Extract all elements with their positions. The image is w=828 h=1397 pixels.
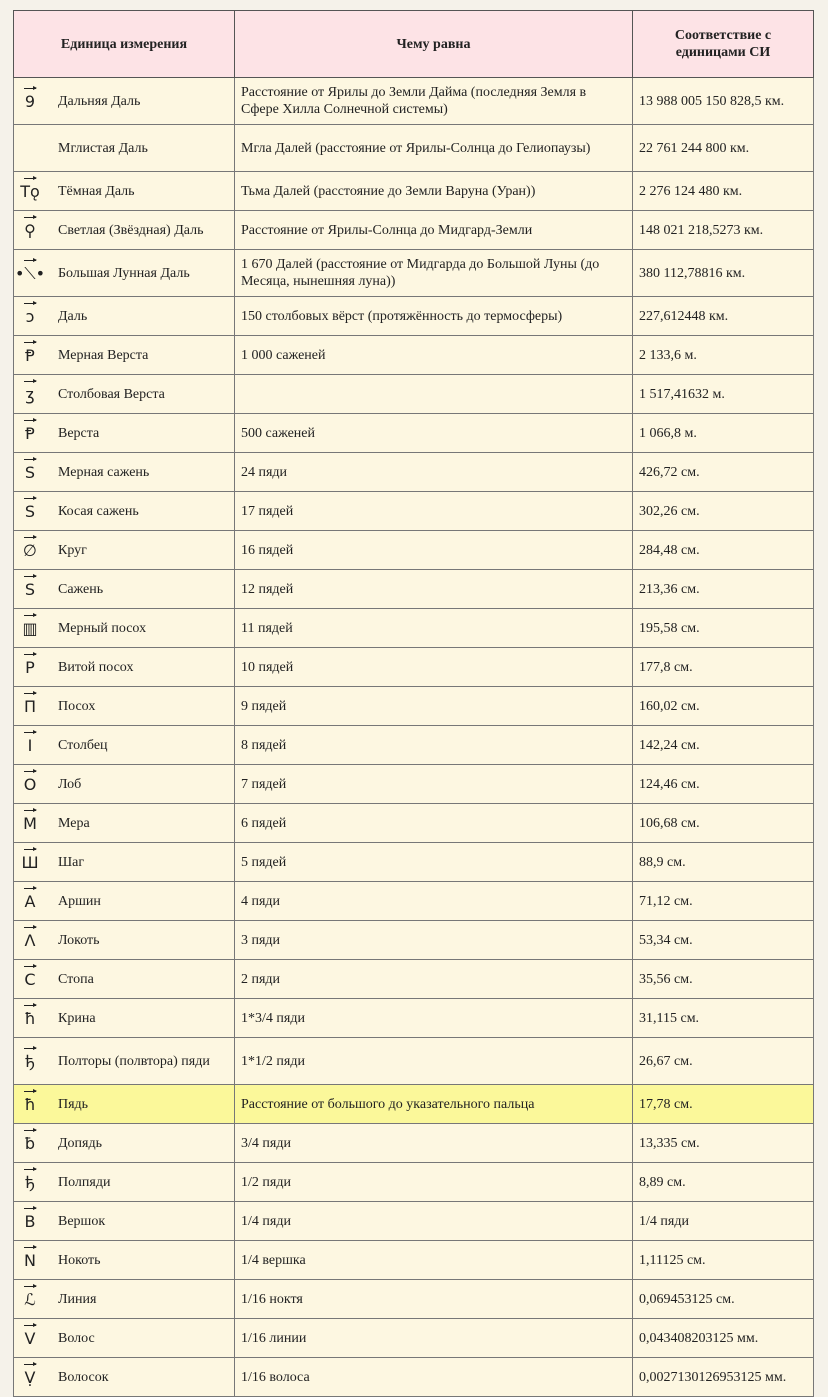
table-row <box>14 1038 814 1085</box>
unit-cell <box>14 843 235 882</box>
unit-name: Мерный посох <box>58 620 147 636</box>
si-cell: 195,58 см. <box>633 609 814 648</box>
unit-name: Даль <box>58 308 88 324</box>
empty-symbol <box>14 134 46 162</box>
unit-cell <box>14 765 235 804</box>
glyph-s-slash-icon: S <box>14 497 46 525</box>
unit-cell <box>14 375 235 414</box>
unit-name: Мера <box>58 815 90 831</box>
table-row <box>14 648 814 687</box>
unit-cell <box>14 250 235 297</box>
equals-cell: Расстояние от Ярилы-Солнца до Мидгард-Земли <box>235 211 633 250</box>
equals-cell: 150 столбовых вёрст (протяжённость до термосферы) <box>235 297 633 336</box>
header-unit: Единица измерения <box>14 11 235 78</box>
unit-name: Верста <box>58 425 100 441</box>
unit-name: Светлая (Звёздная) Даль <box>58 222 204 238</box>
equals-cell: 16 пядей <box>235 531 633 570</box>
glyph-h-b-icon: ƀ <box>14 1129 46 1157</box>
table-row <box>14 375 814 414</box>
si-cell: 53,34 см. <box>633 921 814 960</box>
si-cell: 142,24 см. <box>633 726 814 765</box>
si-cell: 284,48 см. <box>633 531 814 570</box>
unit-cell <box>14 570 235 609</box>
glyph-h-hook-icon: ђ <box>14 1047 46 1075</box>
glyph-v-hook-icon: Ᵽ <box>14 341 46 369</box>
glyph-to-icon: Tǫ <box>14 177 46 205</box>
unit-name: Вершок <box>58 1213 106 1229</box>
unit-name: Допядь <box>58 1135 102 1151</box>
equals-cell: 1*3/4 пяди <box>235 999 633 1038</box>
header-row <box>14 11 814 78</box>
si-cell: 1 066,8 м. <box>633 414 814 453</box>
glyph-9-icon: 9 <box>14 87 46 115</box>
unit-name: Лоб <box>58 776 82 792</box>
header-si: Соответствие с единицами СИ <box>633 11 814 78</box>
unit-name: Столбец <box>58 737 108 753</box>
unit-cell <box>14 804 235 843</box>
equals-cell: 1/4 вершка <box>235 1241 633 1280</box>
unit-name: Мглистая Даль <box>58 140 148 156</box>
equals-cell: 3/4 пяди <box>235 1124 633 1163</box>
si-cell: 380 112,78816 км. <box>633 250 814 297</box>
unit-name: Посох <box>58 698 96 714</box>
unit-cell <box>14 726 235 765</box>
table-row <box>14 531 814 570</box>
equals-cell: 6 пядей <box>235 804 633 843</box>
table-row <box>14 804 814 843</box>
glyph-lambda-icon: Λ <box>14 926 46 954</box>
table-row <box>14 1124 814 1163</box>
table-row <box>14 297 814 336</box>
glyph-h-stroke-icon: ħ <box>14 1090 46 1118</box>
si-cell: 71,12 см. <box>633 882 814 921</box>
table-row <box>14 609 814 648</box>
table-row <box>14 78 814 125</box>
si-cell: 1/4 пяди <box>633 1202 814 1241</box>
unit-name: Мерная Верста <box>58 347 149 363</box>
table-row <box>14 687 814 726</box>
glyph-dot-line-icon: ⚲ <box>14 216 46 244</box>
equals-cell: 9 пядей <box>235 687 633 726</box>
equals-cell: 7 пядей <box>235 765 633 804</box>
si-cell: 160,02 см. <box>633 687 814 726</box>
equals-cell: 1/16 линии <box>235 1319 633 1358</box>
equals-cell: 1*1/2 пяди <box>235 1038 633 1085</box>
unit-cell <box>14 609 235 648</box>
si-cell: 17,78 см. <box>633 1085 814 1124</box>
equals-cell: 2 пяди <box>235 960 633 999</box>
equals-cell: 12 пядей <box>235 570 633 609</box>
si-cell: 0,069453125 см. <box>633 1280 814 1319</box>
si-cell: 177,8 см. <box>633 648 814 687</box>
equals-cell: 8 пядей <box>235 726 633 765</box>
glyph-c-icon: C <box>14 965 46 993</box>
si-cell: 13,335 см. <box>633 1124 814 1163</box>
equals-cell: 5 пядей <box>235 843 633 882</box>
si-cell: 227,612448 км. <box>633 297 814 336</box>
table-row <box>14 250 814 297</box>
glyph-p-icon: P <box>14 653 46 681</box>
si-cell: 2 133,6 м. <box>633 336 814 375</box>
si-cell: 13 988 005 150 828,5 км. <box>633 78 814 125</box>
unit-name: Дальняя Даль <box>58 93 141 109</box>
unit-cell <box>14 172 235 211</box>
unit-cell <box>14 125 235 172</box>
unit-name: Волосок <box>58 1369 109 1385</box>
unit-name: Сажень <box>58 581 104 597</box>
glyph-l-icon: ℒ <box>14 1285 46 1313</box>
table-row <box>14 960 814 999</box>
equals-cell: 10 пядей <box>235 648 633 687</box>
unit-name: Витой посох <box>58 659 134 675</box>
glyph-b-icon: B <box>14 1207 46 1235</box>
equals-cell: 1 000 саженей <box>235 336 633 375</box>
table-row <box>14 882 814 921</box>
si-cell: 22 761 244 800 км. <box>633 125 814 172</box>
table-row <box>14 336 814 375</box>
si-cell: 2 276 124 480 км. <box>633 172 814 211</box>
si-cell: 8,89 см. <box>633 1163 814 1202</box>
unit-cell <box>14 1038 235 1085</box>
glyph-pi-icon: П <box>14 692 46 720</box>
unit-name: Полпяди <box>58 1174 111 1190</box>
equals-cell: 500 саженей <box>235 414 633 453</box>
si-cell: 148 021 218,5273 км. <box>633 211 814 250</box>
equals-cell: 1/2 пяди <box>235 1163 633 1202</box>
si-cell: 0,043408203125 мм. <box>633 1319 814 1358</box>
unit-cell <box>14 1358 235 1397</box>
table-row <box>14 765 814 804</box>
glyph-v-loop-icon: Ṿ <box>14 1363 46 1391</box>
glyph-h-bar-icon: ħ <box>14 1004 46 1032</box>
glyph-d-icon: ᴐ <box>14 302 46 330</box>
unit-cell <box>14 211 235 250</box>
glyph-i-icon: I <box>14 731 46 759</box>
table-row <box>14 726 814 765</box>
unit-cell <box>14 297 235 336</box>
glyph-s-bar-icon: S <box>14 458 46 486</box>
table-row <box>14 1319 814 1358</box>
equals-cell <box>235 375 633 414</box>
unit-cell <box>14 414 235 453</box>
table-row <box>14 921 814 960</box>
glyph-v-icon: Ᵽ <box>14 419 46 447</box>
unit-name: Волос <box>58 1330 95 1346</box>
table-row <box>14 1280 814 1319</box>
table-row <box>14 1085 814 1124</box>
unit-cell <box>14 453 235 492</box>
table-row <box>14 999 814 1038</box>
equals-cell: 11 пядей <box>235 609 633 648</box>
unit-name: Круг <box>58 542 87 558</box>
unit-cell <box>14 1124 235 1163</box>
equals-cell: 1/16 ноктя <box>235 1280 633 1319</box>
glyph-n-icon: N <box>14 1246 46 1274</box>
unit-name: Тёмная Даль <box>58 183 135 199</box>
glyph-a-icon: A <box>14 887 46 915</box>
si-cell: 26,67 см. <box>633 1038 814 1085</box>
unit-cell <box>14 1163 235 1202</box>
glyph-circle-slash-icon: ∅ <box>14 536 46 564</box>
table-body <box>14 78 814 1397</box>
unit-name: Мерная сажень <box>58 464 150 480</box>
equals-cell: 1/4 пяди <box>235 1202 633 1241</box>
unit-name: Аршин <box>58 893 101 909</box>
unit-cell <box>14 882 235 921</box>
table-row <box>14 570 814 609</box>
si-cell: 106,68 см. <box>633 804 814 843</box>
unit-name: Большая Лунная Даль <box>58 265 190 281</box>
equals-cell: 24 пяди <box>235 453 633 492</box>
glyph-m-icon: M <box>14 809 46 837</box>
si-cell: 426,72 см. <box>633 453 814 492</box>
unit-cell <box>14 531 235 570</box>
glyph-box-bars-icon: ▥ <box>14 614 46 642</box>
unit-name: Стопа <box>58 971 94 987</box>
equals-cell: 17 пядей <box>235 492 633 531</box>
unit-cell <box>14 1319 235 1358</box>
unit-cell <box>14 960 235 999</box>
table-row <box>14 414 814 453</box>
table-row <box>14 172 814 211</box>
unit-cell <box>14 999 235 1038</box>
unit-cell <box>14 78 235 125</box>
table-row <box>14 1202 814 1241</box>
unit-cell <box>14 648 235 687</box>
unit-name: Нокоть <box>58 1252 101 1268</box>
table-row <box>14 1358 814 1397</box>
units-table <box>13 10 814 1397</box>
glyph-h-tall-icon: ђ <box>14 1168 46 1196</box>
si-cell: 1 517,41632 м. <box>633 375 814 414</box>
equals-cell: 1 670 Далей (расстояние от Мидгарда до Большой Луны (до Месяца, нынешняя луна)) <box>235 250 633 297</box>
header-equals: Чему равна <box>235 11 633 78</box>
si-cell: 0,0027130126953125 мм. <box>633 1358 814 1397</box>
glyph-v-small-icon: V <box>14 1324 46 1352</box>
unit-name: Крина <box>58 1010 96 1026</box>
unit-cell <box>14 1241 235 1280</box>
unit-cell <box>14 1280 235 1319</box>
table-row <box>14 453 814 492</box>
si-cell: 35,56 см. <box>633 960 814 999</box>
equals-cell: 4 пяди <box>235 882 633 921</box>
glyph-o-icon: O <box>14 770 46 798</box>
unit-name: Столбовая Верста <box>58 386 165 402</box>
table-row <box>14 1163 814 1202</box>
unit-cell <box>14 336 235 375</box>
unit-name: Линия <box>58 1291 97 1307</box>
unit-cell <box>14 1202 235 1241</box>
si-cell: 124,46 см. <box>633 765 814 804</box>
glyph-dot-line-filled-icon: •⟍• <box>14 259 46 287</box>
unit-name: Косая сажень <box>58 503 139 519</box>
glyph-s-icon: S <box>14 575 46 603</box>
unit-name: Полторы (полвтора) пяди <box>58 1053 210 1069</box>
table-row <box>14 1241 814 1280</box>
si-cell: 302,26 см. <box>633 492 814 531</box>
unit-name: Локоть <box>58 932 100 948</box>
glyph-sha-icon: Ш <box>14 848 46 876</box>
table-row <box>14 211 814 250</box>
equals-cell: Мгла Далей (расстояние от Ярилы-Солнца до Гелиопаузы) <box>235 125 633 172</box>
glyph-z-icon: ʒ <box>14 380 46 408</box>
unit-cell <box>14 1085 235 1124</box>
equals-cell: 1/16 волоса <box>235 1358 633 1397</box>
si-cell: 213,36 см. <box>633 570 814 609</box>
table-row <box>14 492 814 531</box>
unit-cell <box>14 921 235 960</box>
unit-cell <box>14 687 235 726</box>
table-row <box>14 843 814 882</box>
si-cell: 1,11125 см. <box>633 1241 814 1280</box>
unit-name: Пядь <box>58 1096 89 1112</box>
si-cell: 88,9 см. <box>633 843 814 882</box>
unit-name: Шаг <box>58 854 85 870</box>
equals-cell: Расстояние от большого до указательного пальца <box>235 1085 633 1124</box>
si-cell: 31,115 см. <box>633 999 814 1038</box>
equals-cell: Тьма Далей (расстояние до Земли Варуна (Уран)) <box>235 172 633 211</box>
equals-cell: Расстояние от Ярилы до Земли Дайма (последняя Земля в Сфере Хилла Солнечной системы) <box>235 78 633 125</box>
table-row <box>14 125 814 172</box>
unit-cell <box>14 492 235 531</box>
equals-cell: 3 пяди <box>235 921 633 960</box>
